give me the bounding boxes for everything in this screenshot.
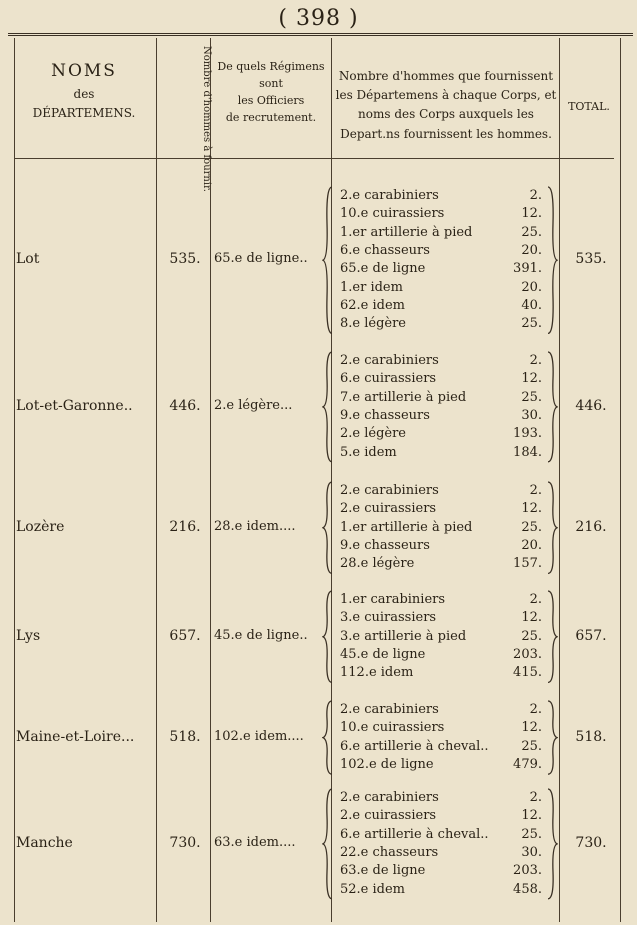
corps-value: 203.	[513, 863, 542, 879]
corps-value: 25.	[521, 519, 542, 535]
corps-label: 6.e artillerie à cheval..	[340, 826, 489, 842]
corps-item	[340, 298, 546, 318]
corps-label: 3.e artillerie à pied	[340, 628, 467, 644]
corps-value: 2.	[529, 702, 542, 717]
corps-label: 2.e carabiniers	[340, 353, 439, 368]
corps-value: 391.	[513, 261, 542, 277]
header-nombre-hommes: Nombre d'hommes à fournir.	[201, 46, 212, 192]
header-regimens	[212, 58, 330, 126]
corps-label: 2.e carabiniers	[340, 790, 439, 805]
department-name: Manche	[16, 834, 73, 851]
corps-item	[340, 188, 546, 208]
corps-label: 9.e chasseurs	[340, 537, 430, 553]
right-brace	[546, 481, 558, 579]
corps-value: 12.	[521, 206, 542, 222]
corps-item	[340, 280, 546, 300]
corps-value: 20.	[521, 537, 542, 553]
corps-value: 203.	[513, 646, 542, 662]
corps-item	[340, 445, 546, 465]
corps-label: 3.e cuirassiers	[340, 610, 437, 626]
corps-item	[340, 501, 546, 521]
header-regimens-line: sont	[259, 77, 283, 91]
corps-value: 458.	[513, 881, 542, 897]
recruiting-regiment: 45.e de ligne..	[214, 627, 308, 643]
corps-value: 2.	[529, 353, 542, 368]
department-name: Lot	[16, 251, 40, 268]
corps-item	[340, 316, 546, 336]
corps-value: 12.	[521, 610, 542, 626]
right-brace	[546, 788, 558, 904]
right-brace	[546, 590, 558, 688]
corps-value: 20.	[521, 242, 542, 258]
corps-value: 25.	[521, 389, 542, 405]
header-noms-title: NOMS	[51, 61, 117, 81]
corps-label: 112.e idem	[340, 665, 414, 681]
corps-label: 6.e artillerie à cheval..	[340, 738, 489, 754]
header-noms-departemens: DÉPARTEMENS.	[32, 106, 136, 121]
header-regimens-line: de recrutement.	[225, 111, 317, 125]
left-brace	[322, 590, 334, 688]
header-regimens-line: les Officiers	[237, 94, 305, 108]
header-fournis: Nombre d'hommes que fournissent les Départemens à chaque Corps, et noms des Corps auxquels les Depart.ns fournissent les hommes.	[335, 69, 557, 141]
corps-item	[340, 556, 546, 576]
corps-item	[340, 225, 546, 245]
men-count: 730.	[169, 834, 201, 851]
corps-label: 63.e de ligne	[340, 863, 426, 879]
corps-item	[340, 790, 546, 810]
department-name: Maine-et-Loire...	[16, 728, 135, 745]
corps-item	[340, 720, 546, 740]
corps-value: 2.	[529, 483, 542, 498]
left-brace	[322, 186, 334, 338]
row-total: 216.	[575, 518, 607, 535]
corps-label: 1.er idem	[340, 279, 403, 295]
corps-value: 2.	[529, 790, 542, 805]
corps-label: 6.e cuirassiers	[340, 371, 437, 387]
corps-item	[340, 647, 546, 667]
men-count: 216.	[169, 518, 201, 535]
corps-label: 2.e légère	[340, 426, 407, 442]
corps-value: 30.	[521, 844, 542, 860]
corps-value: 40.	[521, 297, 542, 313]
corps-item	[340, 353, 546, 373]
corps-label: 10.e cuirassiers	[340, 206, 445, 222]
recruiting-regiment: 63.e idem....	[214, 834, 296, 850]
corps-item	[340, 243, 546, 263]
header-noms-des: des	[73, 87, 95, 102]
header-total: TOTAL.	[568, 100, 610, 113]
corps-label: 2.e carabiniers	[340, 483, 439, 498]
corps-item	[340, 808, 546, 828]
corps-label: 65.e de ligne	[340, 261, 426, 277]
row-total: 657.	[575, 627, 607, 644]
left-brace	[322, 351, 334, 467]
corps-item	[340, 863, 546, 883]
corps-label: 1.er carabiniers	[340, 592, 446, 607]
corps-label: 2.e cuirassiers	[340, 808, 437, 824]
corps-value: 20.	[521, 279, 542, 295]
row-total: 730.	[575, 834, 607, 851]
corps-label: 1.er artillerie à pied	[340, 224, 473, 240]
corps-item	[340, 390, 546, 410]
corps-label: 7.e artillerie à pied	[340, 389, 467, 405]
page-number: ( 398 )	[278, 6, 359, 31]
corps-value: 25.	[521, 316, 542, 332]
row-total: 518.	[575, 728, 607, 745]
left-brace	[322, 788, 334, 904]
department-name: Lot-et-Garonne..	[16, 397, 133, 414]
corps-item	[340, 483, 546, 503]
corps-item	[340, 827, 546, 847]
men-count: 518.	[169, 728, 201, 745]
corps-value: 25.	[521, 738, 542, 754]
corps-label: 102.e de ligne	[340, 756, 434, 772]
corps-label: 1.er artillerie à pied	[340, 519, 473, 535]
left-brace	[322, 700, 334, 779]
corps-label: 28.e légère	[340, 556, 415, 572]
corps-item	[340, 261, 546, 281]
column-divider	[559, 38, 560, 922]
right-brace	[546, 351, 558, 467]
recruiting-regiment: 28.e idem....	[214, 518, 296, 534]
corps-item	[340, 610, 546, 630]
recruiting-regiment: 2.e légère...	[214, 397, 293, 413]
corps-item	[340, 757, 546, 777]
department-name: Lys	[16, 627, 41, 644]
corps-item	[340, 206, 546, 226]
corps-item	[340, 538, 546, 558]
right-brace	[546, 186, 558, 338]
corps-value: 184.	[513, 444, 542, 460]
corps-value: 12.	[521, 808, 542, 824]
men-count: 657.	[169, 627, 201, 644]
corps-label: 22.e chasseurs	[340, 844, 439, 860]
corps-value: 12.	[521, 371, 542, 387]
corps-value: 12.	[521, 720, 542, 736]
corps-value: 193.	[513, 426, 542, 442]
header-regimens-line: De quels Régimens	[217, 60, 325, 73]
corps-item	[340, 739, 546, 759]
corps-label: 45.e de ligne	[340, 646, 426, 662]
row-total: 535.	[575, 251, 607, 268]
corps-label: 52.e idem	[340, 881, 405, 897]
corps-label: 10.e cuirassiers	[340, 720, 445, 736]
corps-item	[340, 845, 546, 865]
table-border-right	[620, 38, 621, 922]
corps-value: 2.	[529, 592, 542, 607]
corps-item	[340, 408, 546, 428]
corps-label: 2.e carabiniers	[340, 702, 439, 717]
header-rule	[14, 158, 614, 159]
corps-label: 2.e carabiniers	[340, 188, 439, 203]
column-divider	[156, 38, 157, 922]
recruiting-regiment: 65.e de ligne..	[214, 251, 308, 267]
corps-item	[340, 520, 546, 540]
right-brace	[546, 700, 558, 779]
table-border-left	[14, 38, 15, 922]
header-noms	[14, 58, 154, 124]
corps-value: 12.	[521, 501, 542, 517]
corps-value: 25.	[521, 628, 542, 644]
department-name: Lozère	[16, 518, 65, 535]
corps-value: 25.	[521, 826, 542, 842]
men-count: 535.	[169, 251, 201, 268]
corps-label: 6.e chasseurs	[340, 242, 430, 258]
corps-item	[340, 629, 546, 649]
corps-value: 415.	[513, 665, 542, 681]
corps-value: 479.	[513, 756, 542, 772]
corps-value: 157.	[513, 556, 542, 572]
left-brace	[322, 481, 334, 579]
corps-value: 2.	[529, 188, 542, 203]
corps-label: 2.e cuirassiers	[340, 501, 437, 517]
men-count: 446.	[169, 397, 201, 414]
corps-item	[340, 371, 546, 391]
corps-label: 8.e légère	[340, 316, 407, 332]
corps-label: 5.e idem	[340, 444, 397, 460]
corps-item	[340, 426, 546, 446]
corps-item	[340, 665, 546, 685]
corps-value: 30.	[521, 407, 542, 423]
recruiting-regiment: 102.e idem....	[214, 728, 304, 744]
row-total: 446.	[575, 397, 607, 414]
corps-label: 62.e idem	[340, 297, 405, 313]
corps-item	[340, 702, 546, 722]
corps-item	[340, 882, 546, 902]
corps-value: 25.	[521, 224, 542, 240]
corps-label: 9.e chasseurs	[340, 407, 430, 423]
corps-item	[340, 592, 546, 612]
